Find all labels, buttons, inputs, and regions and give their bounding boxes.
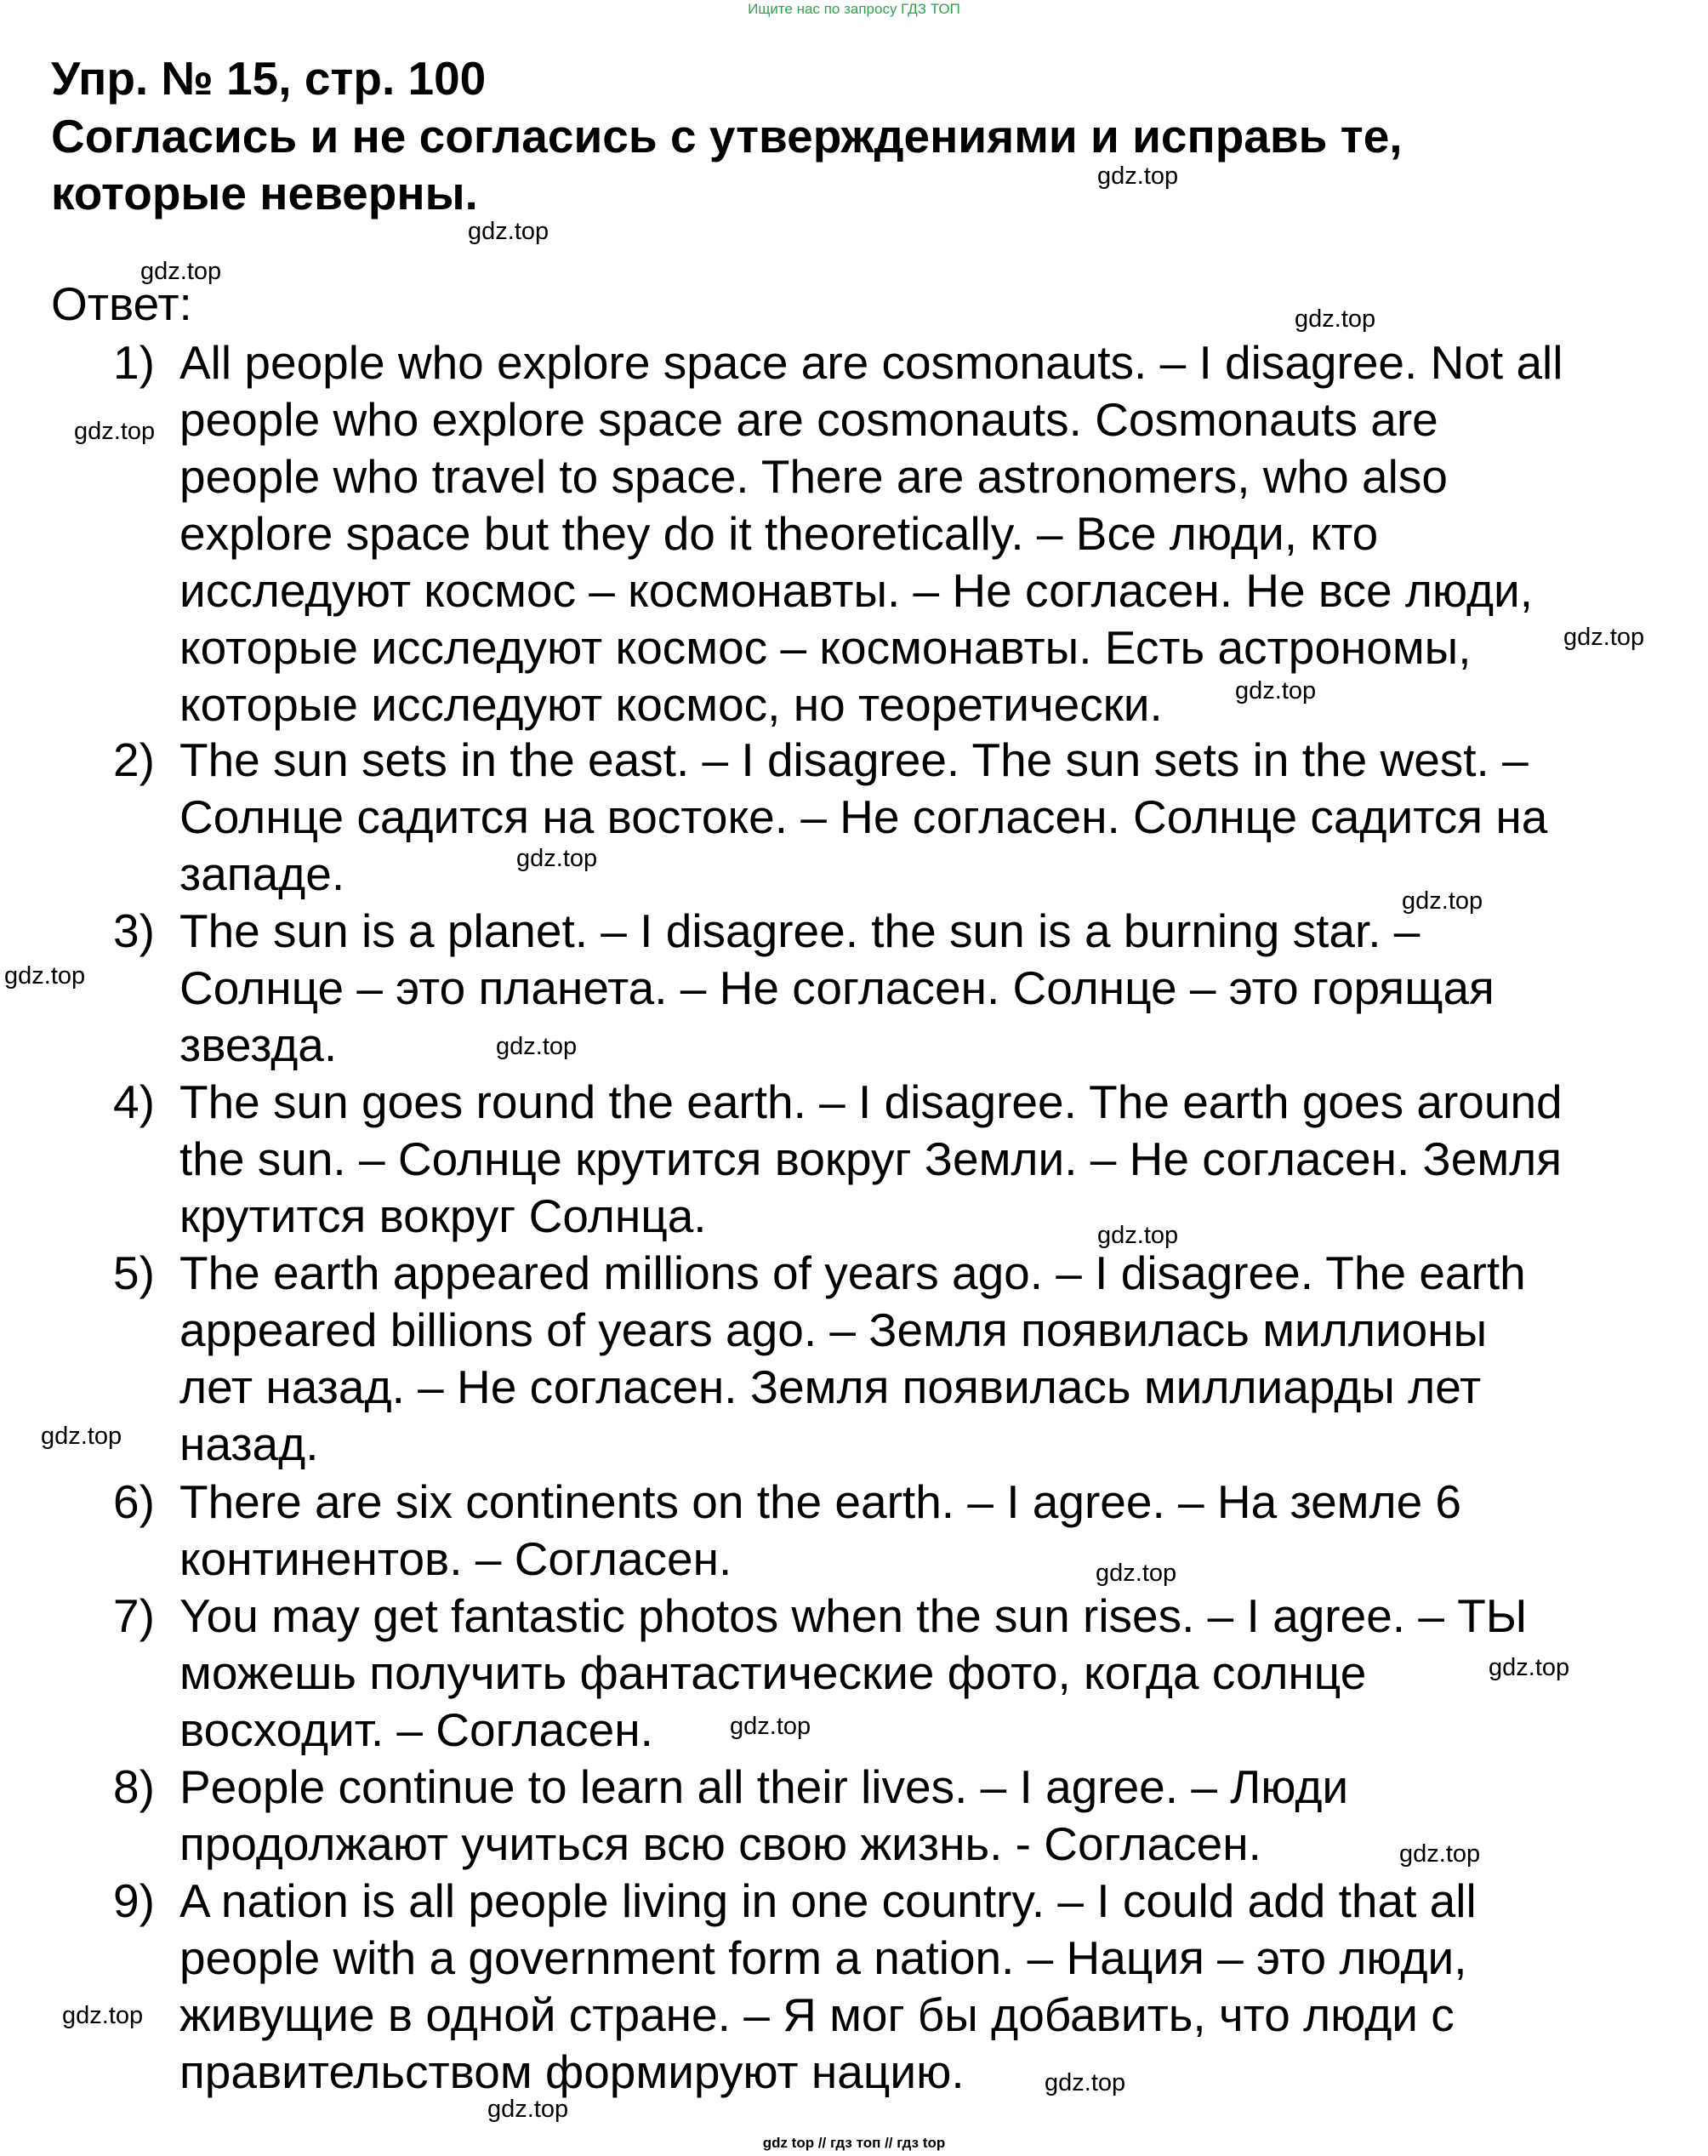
watermark-text: gdz.top (1295, 305, 1376, 333)
item-text-line: All people who explore space are cosmonauts. – I disagree. Not all (179, 336, 1563, 389)
item-text-line: Солнце – это планета. – Не согласен. Солнце – это горящая (179, 961, 1494, 1014)
item-text-line: people who travel to space. There are astronomers, who also (179, 450, 1448, 503)
item-text-line: звезда. (179, 1018, 338, 1071)
item-text-line: The sun sets in the east. – I disagree. The sun sets in the west. – (179, 733, 1529, 786)
item-text-line: There are six continents on the earth. – I agree. – На земле 6 (179, 1475, 1462, 1528)
item-text-line: people who explore space are cosmonauts. Cosmonauts are (179, 393, 1438, 446)
watermark-text: gdz.top (468, 218, 549, 245)
watermark-text: gdz.top (1097, 1222, 1179, 1249)
watermark-text: gdz.top (1399, 1840, 1481, 1868)
watermark-text: gdz.top (1402, 887, 1483, 915)
watermark-text: gdz.top (516, 845, 598, 872)
exercise-instruction-line-1: Согласись и не согласись с утверждениями и исправь те, (51, 110, 1403, 163)
item-text-line: живущие в одной стране. – Я мог бы добавить, что люди с (179, 1988, 1455, 2041)
exercise-title: Упр. № 15, стр. 100 (51, 52, 487, 105)
item-text-line: The earth appeared millions of years ago. – I disagree. The earth (179, 1246, 1526, 1299)
watermark-text: gdz.top (62, 2002, 144, 2029)
item-text-line: назад. (179, 1417, 319, 1470)
watermark-text: gdz.top (1489, 1654, 1570, 1681)
item-text-line: appeared billions of years ago. – Земля появилась миллионы (179, 1303, 1488, 1356)
item-text-line: восходит. – Согласен. (179, 1703, 653, 1756)
item-number: 9) (113, 1874, 155, 1927)
item-text-line: исследуют космос – космонавты. – Не согласен. Не все люди, (179, 564, 1534, 617)
item-text-line: которые исследуют космос, но теоретически. (179, 678, 1163, 731)
watermark-text: gdz.top (41, 1423, 122, 1450)
item-text-line: континентов. – Согласен. (179, 1532, 732, 1585)
item-text-line: правительством формируют нацию. (179, 2045, 965, 2098)
item-number: 1) (113, 336, 155, 389)
watermark-text: gdz.top (1097, 163, 1179, 190)
item-number: 5) (113, 1246, 155, 1299)
item-text-line: Солнце садится на востоке. – Не согласен. Солнце садится на (179, 790, 1548, 843)
watermark-text: gdz.top (1045, 2069, 1126, 2096)
watermark-text: gdz.top (74, 418, 156, 445)
item-text-line: продолжают учиться всю свою жизнь. - Согласен. (179, 1817, 1261, 1870)
watermark-text: gdz.top (730, 1713, 811, 1740)
watermark-text: gdz.top (4, 962, 86, 990)
item-text-line: The sun is a planet. – I disagree. the sun is a burning star. – (179, 904, 1420, 957)
item-number: 8) (113, 1760, 155, 1813)
item-text-line: explore space but they do it theoretically. – Все люди, кто (179, 507, 1379, 560)
top-banner: Ищите нас по запросу ГДЗ ТОП (748, 1, 960, 17)
item-text-line: The sun goes round the earth. – I disagree. The earth goes around (179, 1075, 1563, 1128)
watermark-text: gdz.top (487, 2096, 569, 2123)
exercise-instruction-line-2: которые неверны. (51, 167, 478, 220)
item-text-line: You may get fantastic photos when the sun rises. – I agree. – ТЫ (179, 1589, 1528, 1642)
item-number: 4) (113, 1075, 155, 1128)
item-text-line: the sun. – Солнце крутится вокруг Земли. – Не согласен. Земля (179, 1132, 1563, 1185)
item-text-line: которые исследуют космос – космонавты. Есть астрономы, (179, 621, 1472, 674)
item-number: 2) (113, 733, 155, 786)
answer-label: Ответ: (51, 277, 192, 330)
item-number: 3) (113, 904, 155, 957)
bottom-banner: gdz top // гдз топ // гдз top (762, 2135, 946, 2151)
item-text-line: People continue to learn all their lives. – I agree. – Люди (179, 1760, 1349, 1813)
watermark-text: gdz.top (496, 1033, 578, 1060)
item-text-line: западе. (179, 847, 345, 900)
watermark-text: gdz.top (1563, 624, 1645, 651)
watermark-text: gdz.top (1235, 677, 1317, 704)
item-text-line: лет назад. – Не согласен. Земля появилась миллиарды лет (179, 1360, 1482, 1413)
item-text-line: A nation is all people living in one country. – I could add that all (179, 1874, 1477, 1927)
item-text-line: крутится вокруг Солнца. (179, 1189, 707, 1242)
item-number: 6) (113, 1475, 155, 1528)
item-text-line: можешь получить фантастические фото, когда солнце (179, 1646, 1367, 1699)
item-text-line: people with a government form a nation. – Нация – это люди, (179, 1931, 1467, 1984)
watermark-text: gdz.top (140, 258, 222, 285)
item-number: 7) (113, 1589, 155, 1642)
watermark-text: gdz.top (1096, 1560, 1177, 1587)
